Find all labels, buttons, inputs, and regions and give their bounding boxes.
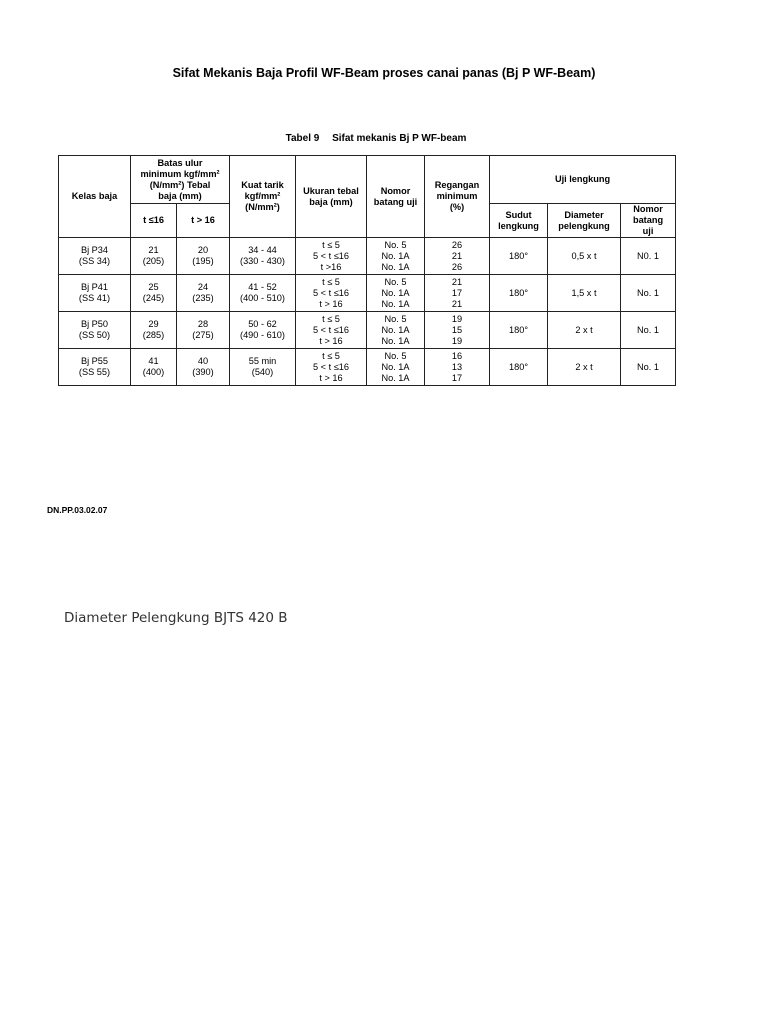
cell-ukuran-tebal <box>296 275 367 312</box>
cell-kelas <box>59 349 131 386</box>
cell-t-le16 <box>131 312 177 349</box>
cell-sudut: 180° <box>490 349 548 386</box>
cell-line: No. 1A <box>381 361 410 372</box>
header-nomor-batang-uji-line: batang <box>632 215 664 225</box>
header-nomor-batang-uji-line: Nomor <box>633 204 663 214</box>
cell-line: t > 16 <box>319 335 343 346</box>
header-batas-ulur-line: (N/mm²) Tebal <box>149 179 211 190</box>
cell-line: No. 1A <box>381 261 410 272</box>
cell-line: (235) <box>192 293 214 303</box>
cell-line: 29 <box>148 319 159 329</box>
cell-line: 24 <box>197 282 209 292</box>
cell-line: 55 min <box>248 356 277 366</box>
header-regangan-line: minimum <box>436 191 478 201</box>
cell-t-gt16 <box>177 349 230 386</box>
cell-line: 20 <box>197 245 209 255</box>
cell-diameter: 2 x t <box>548 312 621 349</box>
header-regangan <box>425 156 490 238</box>
cell-kuat-tarik <box>230 275 296 312</box>
cell-line: 15 <box>451 324 463 335</box>
header-diameter-line: pelengkung <box>558 220 610 231</box>
header-diameter <box>548 204 621 238</box>
document-title: Sifat Mekanis Baja Profil WF-Beam proses canai panas (Bj P WF-Beam) <box>172 66 596 80</box>
cell-ukuran-tebal <box>296 312 367 349</box>
header-ukuran-tebal-line: Ukuran tebal <box>303 185 359 196</box>
header-t-gt16: t > 16 <box>177 204 230 238</box>
cell-line: 19 <box>451 313 463 324</box>
header-batas-ulur-line: Batas ulur <box>157 157 203 168</box>
cell-nomor-uji: No. 1 <box>621 349 676 386</box>
cell-line: No. 5 <box>384 313 407 324</box>
cell-t-le16 <box>131 238 177 275</box>
cell-line: 16 <box>451 350 463 361</box>
table-row-bj-p50 <box>59 312 676 349</box>
cell-sudut: 180° <box>490 312 548 349</box>
cell-sudut: 180° <box>490 275 548 312</box>
cell-line: Bj P34 <box>80 245 109 255</box>
cell-t-gt16 <box>177 238 230 275</box>
header-sudut-line: Sudut <box>505 209 532 220</box>
header-kelas-baja: Kelas baja <box>59 156 131 238</box>
cell-kelas <box>59 238 131 275</box>
table-caption-number: Tabel 9 <box>285 133 320 144</box>
cell-line: t > 16 <box>319 298 343 309</box>
header-t-le16: t ≤16 <box>131 204 177 238</box>
section-heading: Diameter Pelengkung BJTS 420 B <box>64 610 288 626</box>
cell-line: 13 <box>451 361 463 372</box>
cell-line: 5 < t ≤16 <box>313 250 349 261</box>
cell-line: t ≤ 5 <box>322 350 340 361</box>
cell-kelas <box>59 312 131 349</box>
header-diameter-line: Diameter <box>564 209 604 220</box>
cell-nomor-uji: No. 1 <box>621 312 676 349</box>
header-sudut <box>490 204 548 238</box>
cell-diameter: 2 x t <box>548 349 621 386</box>
header-nomor-batang-uji <box>621 204 676 238</box>
cell-line: (400 - 510) <box>240 293 285 303</box>
header-batas-ulur-line: minimum kgf/mm² <box>140 168 220 179</box>
cell-line: No. 1A <box>381 287 410 298</box>
cell-t-le16 <box>131 349 177 386</box>
header-ukuran-tebal <box>296 156 367 238</box>
cell-line: 5 < t ≤16 <box>313 324 349 335</box>
cell-nomor-batang <box>367 275 425 312</box>
cell-kuat-tarik <box>230 312 296 349</box>
header-nomor-batang-line: Nomor <box>380 185 411 196</box>
document-code: DN.PP.03.02.07 <box>47 505 108 515</box>
cell-regangan <box>425 275 490 312</box>
cell-line: (390) <box>192 367 214 377</box>
cell-line: 25 <box>148 282 159 292</box>
cell-nomor-uji: N0. 1 <box>621 238 676 275</box>
cell-line: (SS 34) <box>78 256 111 266</box>
cell-diameter: 0,5 x t <box>548 238 621 275</box>
cell-line: 41 <box>148 356 159 366</box>
mechanical-properties-table <box>58 155 676 386</box>
cell-line: (SS 50) <box>78 330 111 340</box>
cell-line: (245) <box>142 293 165 303</box>
cell-line: No. 1A <box>381 324 410 335</box>
cell-line: No. 1A <box>381 250 410 261</box>
cell-line: No. 1A <box>381 298 410 309</box>
cell-nomor-batang <box>367 312 425 349</box>
cell-line: 26 <box>451 261 463 272</box>
cell-line: No. 5 <box>384 239 407 250</box>
cell-line: 5 < t ≤16 <box>313 361 349 372</box>
cell-line: 21 <box>148 245 159 255</box>
cell-regangan <box>425 312 490 349</box>
cell-ukuran-tebal <box>296 349 367 386</box>
cell-line: t ≤ 5 <box>322 276 340 287</box>
table-row-bj-p41 <box>59 275 676 312</box>
header-kuat-tarik <box>230 156 296 238</box>
cell-line: No. 5 <box>384 276 407 287</box>
cell-line: 40 <box>197 356 209 366</box>
cell-line: Bj P50 <box>80 319 109 329</box>
cell-line: 41 - 52 <box>248 282 277 292</box>
cell-nomor-batang <box>367 238 425 275</box>
header-ukuran-tebal-line: baja (mm) <box>309 196 353 207</box>
cell-nomor-batang <box>367 349 425 386</box>
header-regangan-line: Regangan <box>434 180 480 190</box>
cell-line: (275) <box>192 330 214 340</box>
cell-line: (330 - 430) <box>240 256 285 266</box>
cell-kelas <box>59 275 131 312</box>
header-batas-ulur <box>131 156 230 204</box>
cell-sudut: 180° <box>490 238 548 275</box>
cell-line: 50 - 62 <box>248 319 277 329</box>
cell-line: 5 < t ≤16 <box>313 287 349 298</box>
cell-line: t ≤ 5 <box>322 313 340 324</box>
cell-line: 21 <box>451 250 463 261</box>
cell-t-gt16 <box>177 275 230 312</box>
header-nomor-batang-line: batang uji <box>373 196 418 207</box>
table-caption <box>0 133 752 144</box>
cell-kuat-tarik <box>230 349 296 386</box>
header-regangan-line: (%) <box>449 202 465 212</box>
cell-line: 26 <box>451 239 463 250</box>
header-nomor-batang-uji-line: uji <box>642 226 654 236</box>
cell-line: (285) <box>142 330 165 340</box>
cell-line: Bj P41 <box>80 282 109 292</box>
cell-kuat-tarik <box>230 238 296 275</box>
cell-line: 28 <box>197 319 209 329</box>
cell-line: t >16 <box>320 261 342 272</box>
cell-line: Bj P55 <box>80 356 109 366</box>
cell-line: No. 5 <box>384 350 407 361</box>
cell-nomor-uji: No. 1 <box>621 275 676 312</box>
table-caption-text: Sifat mekanis Bj P WF-beam <box>332 133 467 144</box>
cell-line: t ≤ 5 <box>322 239 340 250</box>
cell-regangan <box>425 349 490 386</box>
cell-line: (SS 41) <box>78 293 111 303</box>
header-kuat-tarik-line: (N/mm²) <box>245 202 280 212</box>
cell-diameter: 1,5 x t <box>548 275 621 312</box>
header-sudut-line: lengkung <box>498 220 539 231</box>
cell-line: (400) <box>142 367 165 377</box>
cell-line: t > 16 <box>319 372 343 383</box>
header-nomor-batang <box>367 156 425 238</box>
cell-line: 17 <box>451 372 463 383</box>
cell-t-le16 <box>131 275 177 312</box>
cell-line: 21 <box>451 276 463 287</box>
cell-line: (195) <box>192 256 214 266</box>
cell-line: 34 - 44 <box>248 245 277 255</box>
header-kuat-tarik-line: Kuat tarik <box>241 180 284 190</box>
table-row-bj-p55 <box>59 349 676 386</box>
cell-line: (SS 55) <box>78 367 111 377</box>
cell-line: (540) <box>251 367 274 377</box>
cell-line: No. 1A <box>381 372 410 383</box>
cell-ukuran-tebal <box>296 238 367 275</box>
header-batas-ulur-line: baja (mm) <box>158 190 202 201</box>
table-row-bj-p34 <box>59 238 676 275</box>
cell-line: 17 <box>451 287 463 298</box>
header-uji-lengkung: Uji lengkung <box>490 156 676 204</box>
cell-line: (205) <box>142 256 165 266</box>
cell-line: No. 1A <box>381 335 410 346</box>
cell-line: 19 <box>451 335 463 346</box>
header-kuat-tarik-line: kgf/mm² <box>244 191 281 201</box>
cell-regangan <box>425 238 490 275</box>
cell-line: (490 - 610) <box>240 330 285 340</box>
cell-t-gt16 <box>177 312 230 349</box>
cell-line: 21 <box>451 298 463 309</box>
